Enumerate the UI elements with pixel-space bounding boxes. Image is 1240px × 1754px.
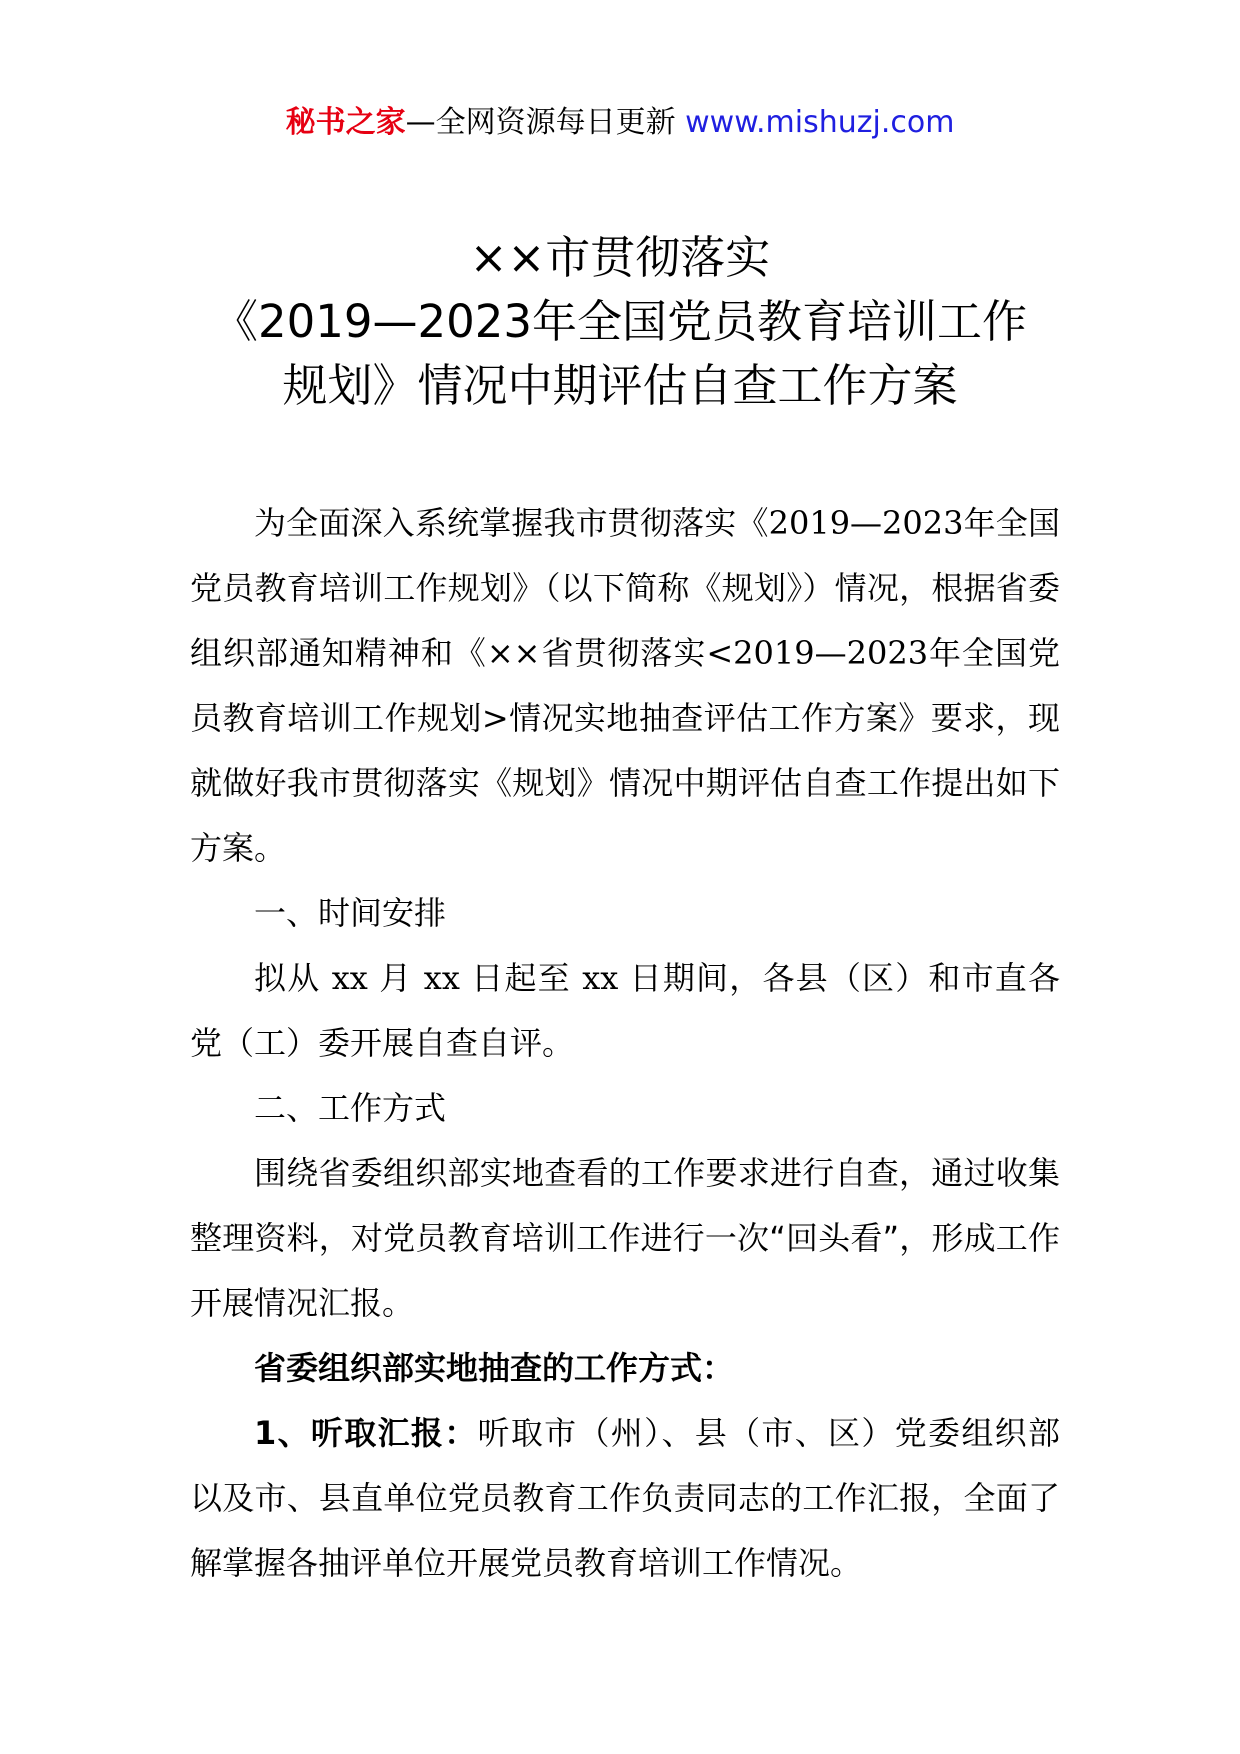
document-title [140, 226, 1100, 418]
section-heading-schedule: 一、时间安排 [254, 894, 447, 932]
intro-province-mark: ×× [486, 634, 541, 672]
schedule-month-placeholder: xx [320, 959, 380, 997]
schedule-end-placeholder: xx [570, 959, 630, 997]
page-header [0, 101, 1240, 145]
intro-text-i: 情况实地抽查评估工作方案》要求，现就做好我市贯彻落实《规划》情况中期评估自查工作提出如下方案。 [190, 699, 1060, 867]
method-paragraph: 围绕省委组织部实地查看的工作要求进行自查，通过收集整理资料，对党员教育培训工作进行一次“回头看”，形成工作开展情况汇报。 [190, 1154, 1060, 1322]
schedule-text-7: 日期间，各县（区）和市直各党（工）委开展自查自评。 [190, 959, 1060, 1062]
document-body [190, 491, 1060, 1596]
title-line-2: 《2019—2023年全国党员教育培训工作 [212, 295, 1028, 348]
title-line-3: 规划》情况中期评估自查工作方案 [282, 359, 958, 412]
intro-years: 2019—2023 [768, 504, 964, 542]
schedule-text-1: 拟从 [254, 959, 321, 997]
item-1-text: 听取市（州）、县（市、区）党委组织部以及市、县直单位党员教育工作负责同志的工作汇报，全面了解掌握各抽评单位开展党员教育培训工作情况。 [190, 1414, 1060, 1582]
intro-paragraph [190, 491, 1060, 881]
header-slogan: —全网资源每日更新 [405, 105, 676, 140]
section-heading-inspection: 省委组织部实地抽查的工作方式： [254, 1349, 735, 1387]
intro-text-e: 省贯彻落实 [540, 634, 707, 672]
intro-text-c: 年全国党员教育培训工作规划》（以下简称《规划》）情况，根据省委组织部通知精神和《 [190, 504, 1060, 672]
brand-name: 秘书之家 [285, 105, 406, 140]
inspection-item-1 [190, 1401, 1060, 1596]
title-line-1: ××市贯彻落实 [469, 231, 771, 284]
section-heading-method: 二、工作方式 [254, 1089, 447, 1127]
intro-text-g: 年全国党员教育培训工作规划 [190, 634, 1060, 737]
intro-years-bracket: <2019—2023 [706, 634, 929, 672]
item-1-label: 1、听取汇报： [254, 1414, 478, 1452]
intro-text-a: 为全面深入系统掌握我市贯彻落实《 [254, 504, 769, 542]
schedule-text-3: 月 [379, 959, 413, 997]
intro-bracket-close: > [481, 699, 509, 737]
schedule-text-5: 日起至 [471, 959, 571, 997]
schedule-day-placeholder: xx [412, 959, 472, 997]
site-url-link[interactable]: www.mishuzj.com [685, 105, 955, 140]
schedule-paragraph [190, 946, 1060, 1076]
